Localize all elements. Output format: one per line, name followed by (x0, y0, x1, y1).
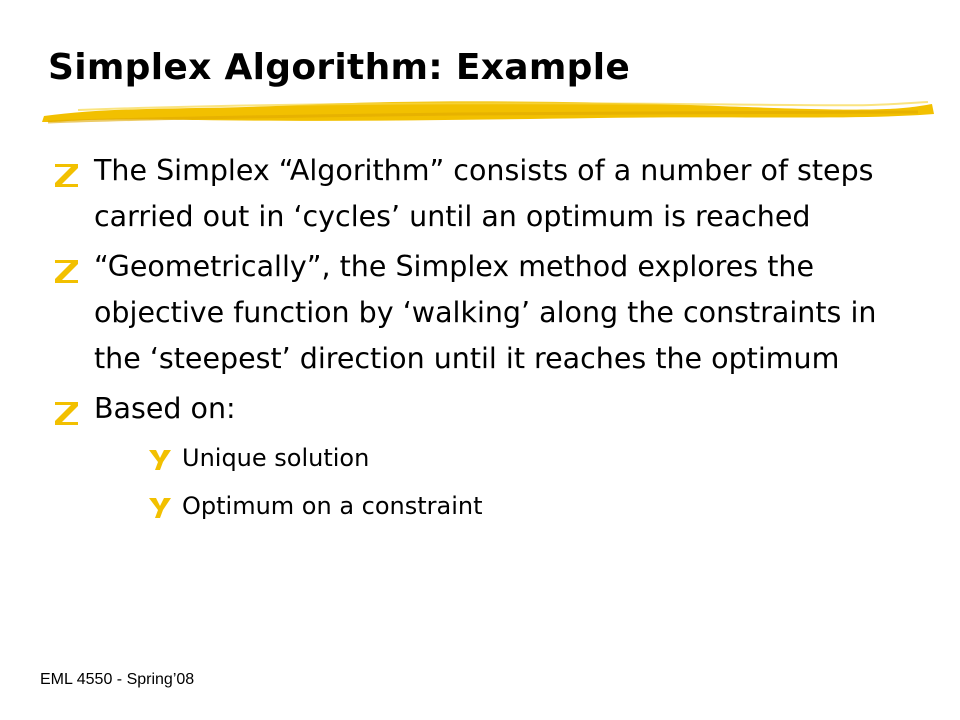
z-bullet-icon (50, 398, 86, 426)
bullet-text: The Simplex “Algorithm” consists of a number of steps carried out in ‘cycles’ until an optimum is reached (94, 154, 874, 233)
list-item (146, 484, 910, 528)
z-bullet-icon (50, 160, 86, 188)
list-item (50, 386, 910, 528)
title-underline-brush (38, 92, 936, 128)
list-item (50, 244, 910, 382)
slide-title: Simplex Algorithm: Example (48, 47, 631, 88)
sub-bullet-text: Optimum on a constraint (182, 492, 483, 520)
bullet-text: “Geometrically”, the Simplex method explores the objective function by ‘walking’ along the constraints in the ‘steepest’ direction until it reaches the optimum (94, 250, 877, 375)
list-item (146, 436, 910, 480)
z-bullet-icon (50, 256, 86, 284)
sub-bullet-list (94, 436, 910, 528)
list-item (50, 148, 910, 240)
y-bullet-icon (146, 496, 174, 520)
bullet-text: Based on: (94, 392, 236, 425)
y-bullet-icon (146, 448, 174, 472)
bullet-list (50, 148, 910, 532)
sub-bullet-text: Unique solution (182, 444, 370, 472)
footer-text: EML 4550 - Spring’08 (40, 671, 195, 688)
